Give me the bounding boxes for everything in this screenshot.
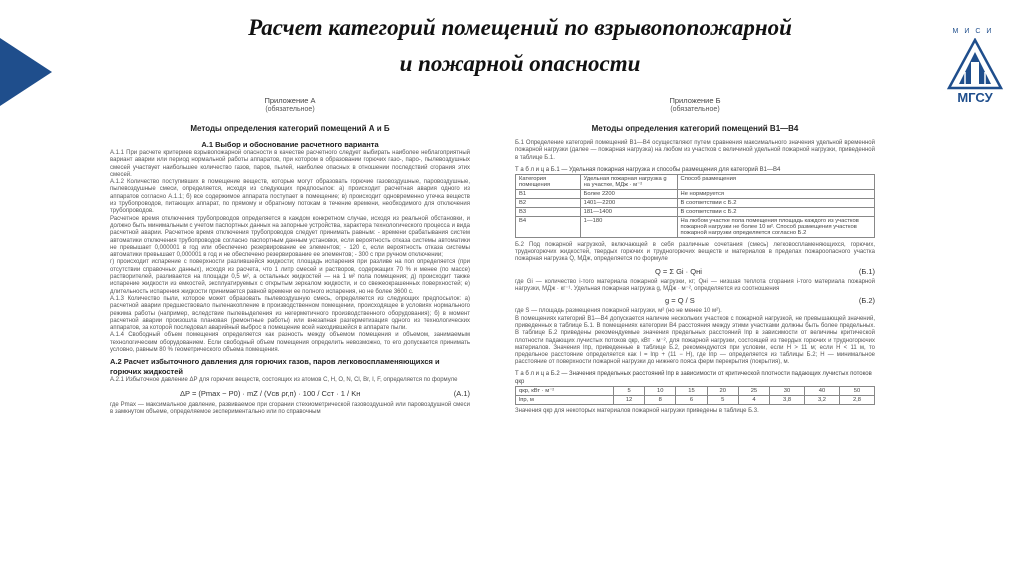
table-header-cell: Способ размещения — [677, 174, 874, 189]
formula-a1-number: (А.1) — [453, 388, 470, 398]
table-cell: 50 — [839, 386, 874, 395]
table-cell: lпр, м — [516, 395, 614, 404]
table-cell: 15 — [676, 386, 707, 395]
table-b2 — [515, 386, 875, 405]
table-cell: В соответствии с Б.2 — [677, 207, 874, 216]
paragraph-a1-2-cont: Расчетное время отключения трубопроводов определяется в каждом конкретном случае, исходя из реальной обстановки, и должно быть минимальным с учетом паспортных данных на запорные устройства, характера технологического процесса и вида расчетной аварии. Расчетное время отключения трубопроводов следует принимать равным: - времени срабатывания систем автоматики отключения трубопроводов согласно паспортным данным установки, если вероятность отказа системы автоматики не превышает 0,000001 в год или обеспечено резервирование ее элементов; - 120 с, если вероятность отказа системы автоматики превышает 0,000001 в год и не обеспечено резервирование ее элементов; - 300 с при ручном отключении; — [110, 215, 470, 259]
slide-title-line1: Расчет категорий помещений по взрывопопожарной — [248, 15, 792, 40]
table-row — [516, 189, 875, 198]
table-cell: В3 — [516, 207, 581, 216]
table-cell: 6 — [676, 395, 707, 404]
table-cell: 181—1400 — [580, 207, 677, 216]
table-cell: На любом участке пола помещения площадь каждого из участков пожарной нагрузки не более 10 м². Способ размещения участков пожарной нагрузки определяется согласно Б.2 — [677, 216, 874, 237]
table-cell: Не нормируется — [677, 189, 874, 198]
table-row — [516, 216, 875, 237]
table-b1-caption: Т а б л и ц а Б.1 — Удельная пожарная нагрузка и способы размещения для категорий В1—В4 — [515, 166, 781, 173]
section-a2-heading: А.2 Расчет избыточного давления для горючих газов, паров легковоспламеняющихся и горючих жидкостей — [110, 357, 440, 377]
table-b1 — [515, 174, 875, 238]
table-cell: qкр, кВт · м⁻² — [516, 386, 614, 395]
table-row — [516, 198, 875, 207]
table-header-row — [516, 174, 875, 189]
formula-b2-expression: g = Q / S — [665, 296, 695, 306]
appendix-a-label: Приложение А — [264, 96, 316, 105]
logo-bottom-text: МГСУ — [957, 90, 993, 105]
table-row — [516, 386, 875, 395]
mgsu-logo — [935, 28, 1015, 105]
appendix-b-note: (обязательное) — [670, 106, 720, 113]
table-header-cell: Удельная пожарная нагрузка g на участке, МДж · м⁻² — [580, 174, 677, 189]
formula-a1-expression: ΔP = (Pmax − P0) · mZ / (Vсв ρг,п) · 100 / Cст · 1 / Kн — [180, 388, 361, 398]
appendix-a-note: (обязательное) — [265, 106, 315, 113]
table-cell: В1 — [516, 189, 581, 198]
paragraph-b2-area: где S — площадь размещения пожарной нагрузки, м² (но не менее 10 м²). — [515, 308, 722, 315]
paragraph-a1-4: А.1.4 Свободный объем помещения определяется как разность между объемом помещения и объемом, занимаемым технологическим оборудованием. Если свободный объем помещения определить невозможно, то его допускается принимать условно, равным 80 % геометрического объема помещения. — [110, 332, 470, 354]
appendix-b-title: Методы определения категорий помещений В1—В4 — [591, 124, 799, 133]
table-cell: 25 — [738, 386, 769, 395]
table-cell: 3,8 — [770, 395, 805, 404]
table-cell: 5 — [707, 395, 738, 404]
table-cell: 5 — [613, 386, 644, 395]
section-a1-heading: А.1 Выбор и обоснование расчетного варианта — [201, 140, 379, 149]
formula-a1 — [110, 389, 470, 398]
formula-b1-number: (Б.1) — [858, 266, 875, 276]
paragraph-b2-where: где Gi — количество i-того материала пожарной нагрузки, кг; Qнi — низшая теплота сгорания i-того материала пожарной нагрузки, МДж · кг⁻¹. Удельная пожарная нагрузка g, МДж · м⁻², определяется из соотношения — [515, 278, 875, 293]
formula-b1-expression: Q = Σ Gi · Qнi — [655, 266, 702, 276]
table-cell: 30 — [770, 386, 805, 395]
logo-emblem-icon — [945, 38, 1005, 90]
table-cell: 12 — [613, 395, 644, 404]
table-cell: В соответствии с Б.2 — [677, 198, 874, 207]
table-b2-caption: Т а б л и ц а Б.2 — Значения предельных расстояний lпр в зависимости от критической плотности падающих лучистых потоков qкр — [515, 370, 872, 385]
table-row — [516, 395, 875, 404]
table-cell: Более 2200 — [580, 189, 677, 198]
logo-top-text: МИСИ — [952, 28, 998, 35]
appendix-b-label: Приложение Б — [669, 96, 721, 105]
decorative-triangle — [0, 0, 60, 110]
paragraph-a1-3: А.1.3 Количество пыли, которое может образовать пылевоздушную смесь, определяется из следующих предпосылок: а) расчетной аварии предшествовало пыленакопление в производственном помещении, происходящее в условиях нормального режима работы (например, вследствие пылевыделения из негерметичного производственного оборудования); б) в момент расчетной аварии произошла плановая (ремонтные работы) или внезапная разгерметизация одного из технологических аппаратов, за которой последовал аварийный выброс в помещение всей находившейся в аппарате пыли. — [110, 295, 470, 332]
paragraph-a1-1: А.1.1 При расчете критериев взрывопожарной опасности в качестве расчетного следует выбирать наиболее неблагоприятный вариант аварии или период нормальной работы аппаратов, при котором в образовании горючих газо-, паро-, пылевоздушных смесей участвует наибольшее количество газов, паров, пылей, наиболее опасных в отношении последствий сгорания этих смесей. — [110, 150, 470, 178]
formula-b2 — [515, 296, 875, 305]
table-cell: 20 — [707, 386, 738, 395]
document-page-appendix-a — [110, 96, 470, 576]
slide-title — [160, 10, 880, 82]
table-cell: В4 — [516, 216, 581, 237]
paragraph-b2: Б.2 Под пожарной нагрузкой, включающей в себя различные сочетания (смесь) легковоспламеняющихся, горючих, трудногорючих жидкостей, твердых горючих и трудногорючих веществ и материалов в пределах пожароопасного участка пожарная нагрузка Q, МДж, определяется по формуле — [515, 241, 875, 263]
table-cell: 1—180 — [580, 216, 677, 237]
table-cell: 4 — [738, 395, 769, 404]
paragraph-b2-distances: В помещениях категорий В1—В4 допускается наличие нескольких участков с пожарной нагрузкой, не превышающей значений, приведенных в таблице Б.1. В помещениях категории В4 расстояния между этими участками должны быть более предельных. В таблице Б.2 приведены рекомендуемые значения предельных расстояний lпр в зависимости от величины критической плотности падающих лучистых потоков qкр, кВт · м⁻², для пожарной нагрузки, состоящей из твердых горючих и трудногорючих материалов. Значения lпр, приведенные в таблице Б.2, рекомендуются при условии, если H > 11 м; если H < 11 м, то предельное расстояние определяется как l = lпр + (11 − H), где lпр — определяется из таблицы Б.2; H — минимальное расстояние от поверхности пожарной нагрузки до нижнего пояса ферм перекрытия (покрытия), м. — [515, 315, 875, 366]
formula-b2-number: (Б.2) — [858, 296, 875, 306]
slide-title-line2: и пожарной опасности — [399, 51, 641, 76]
paragraph-b3-note: Значения qкр для некоторых материалов пожарной нагрузки приведены в таблице Б.3. — [515, 407, 759, 414]
triangle-shape — [0, 38, 52, 106]
paragraph-a1-2: А.1.2 Количество поступивших в помещение веществ, которые могут образовать горючие газовоздушные, паровоздушные, пылевоздушные смеси, определяется, исходя из следующих предпосылок: а) происходит расчетная авария одного из аппаратов согласно А.1.1; б) все содержимое аппарата поступает в помещение; в) происходит одновременно утечка веществ из трубопроводов, питающих аппарат, по прямому и обратному потокам в течение времени, необходимого для отключения трубопроводов. — [110, 179, 470, 215]
paragraph-b1: Б.1 Определение категорий помещений В1—В4 осуществляют путем сравнения максимального значения удельной временной пожарной нагрузки (далее — пожарная нагрузка) на любом из участков с величиной удельной пожарной нагрузки, приведенной в таблице Б.1. — [515, 140, 875, 161]
table-cell: 3,2 — [805, 395, 840, 404]
table-cell: В2 — [516, 198, 581, 207]
paragraph-a2-where: где Pmax — максимальное давление, развиваемое при сгорании стехиометрической газовоздушной или паровоздушной смеси в замкнутом объеме, определяемое экспериментально или по справочным — [110, 401, 470, 415]
table-cell: 8 — [645, 395, 676, 404]
table-cell: 1401—2200 — [580, 198, 677, 207]
formula-b1 — [515, 267, 875, 276]
table-header-cell: Категория помещения — [516, 174, 581, 189]
table-cell: 2,8 — [839, 395, 874, 404]
paragraph-a2-1: А.2.1 Избыточное давление ΔP для горючих веществ, состоящих из атомов С, Н, О, N, Cl, Br, I, F, определяется по формуле — [110, 377, 458, 384]
document-page-appendix-b — [515, 96, 875, 576]
table-cell: 40 — [805, 386, 840, 395]
table-cell: 10 — [645, 386, 676, 395]
paragraph-a1-2-end: г) происходит испарение с поверхности разлившейся жидкости; площадь испарения при разливе на пол определяется (при отсутствии справочных данных), исходя из расчета, что 1 литр смесей и растворов, содержащих 70 % и менее (по массе) растворителей, разливается на площади 0,5 м², а остальных жидкостей — на 1 м² пола помещения; д) происходит также испарение жидкости из емкостей, эксплуатируемых с открытым зеркалом жидкости, и со свежеокрашенных поверхностей; е) длительность испарения жидкости принимается равной времени ее полного испарения, но не более 3600 с. — [110, 259, 470, 295]
table-row — [516, 207, 875, 216]
appendix-a-title: Методы определения категорий помещений А и Б — [190, 124, 390, 133]
